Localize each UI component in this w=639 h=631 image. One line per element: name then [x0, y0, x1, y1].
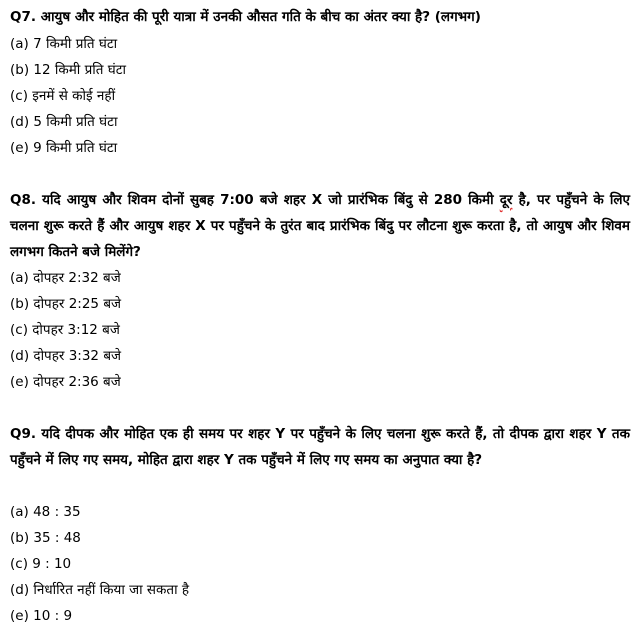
question-8-text-end: है, पर पहुँचने के लिए चलना शुरू करते हैं और आयुष शहर X पर पहुँचने के तुरंत बाद प्रारंभिक बिंदु पर लौटना शुरू करता है, तो आयुष और शिवम लगभग कितने बजे मिलेंगे?	[10, 192, 630, 260]
question-8-option-b: (b) दोपहर 2:25 बजे	[10, 296, 122, 312]
question-8-option-a: (a) दोपहर 2:32 बजे	[10, 270, 121, 286]
question-8-option-d: (d) दोपहर 3:32 बजे	[10, 348, 122, 364]
question-8-text-start: Q8. यदि आयुष और शिवम दोनों सुबह 7:00 बजे शहर X जो प्रारंभिक बिंदु से 280 किमी	[10, 192, 500, 208]
question-8-option-e: (e) दोपहर 2:36 बजे	[10, 374, 121, 390]
question-7: Q7. आयुष और मोहित की पूरी यात्रा में उनकी औसत गति के बीच का अंतर क्या है? (लगभग)	[10, 9, 481, 25]
question-7-option-a: (a) 7 किमी प्रति घंटा	[10, 36, 118, 52]
question-7-option-c: (c) इनमें से कोई नहीं	[10, 88, 116, 104]
question-9-option-b: (b) 35 : 48	[10, 530, 81, 546]
question-9: Q9. यदि दीपक और मोहित एक ही समय पर शहर Y पर पहुँचने के लिए चलना शुरू करते हैं, तो दीपक द्वारा शहर Y तक पहुँचने में लिए गए समय, मोहित द्वारा शहर Y तक पहुँचने में लिए गए समय का अनुपात क्या है?	[10, 426, 630, 468]
question-7-option-b: (b) 12 किमी प्रति घंटा	[10, 62, 127, 78]
question-8	[10, 187, 630, 265]
question-7-option-d: (d) 5 किमी प्रति घंटा	[10, 114, 118, 130]
spellcheck-flagged-word: दूर	[499, 192, 513, 208]
question-9-option-a: (a) 48 : 35	[10, 504, 81, 520]
question-8-option-c: (c) दोपहर 3:12 बजे	[10, 322, 120, 338]
question-9-option-e: (e) 10 : 9	[10, 608, 73, 624]
question-7-option-e: (e) 9 किमी प्रति घंटा	[10, 140, 118, 156]
question-9-option-c: (c) 9 : 10	[10, 556, 72, 572]
question-9-option-d: (d) निर्धारित नहीं किया जा सकता है	[10, 582, 190, 598]
